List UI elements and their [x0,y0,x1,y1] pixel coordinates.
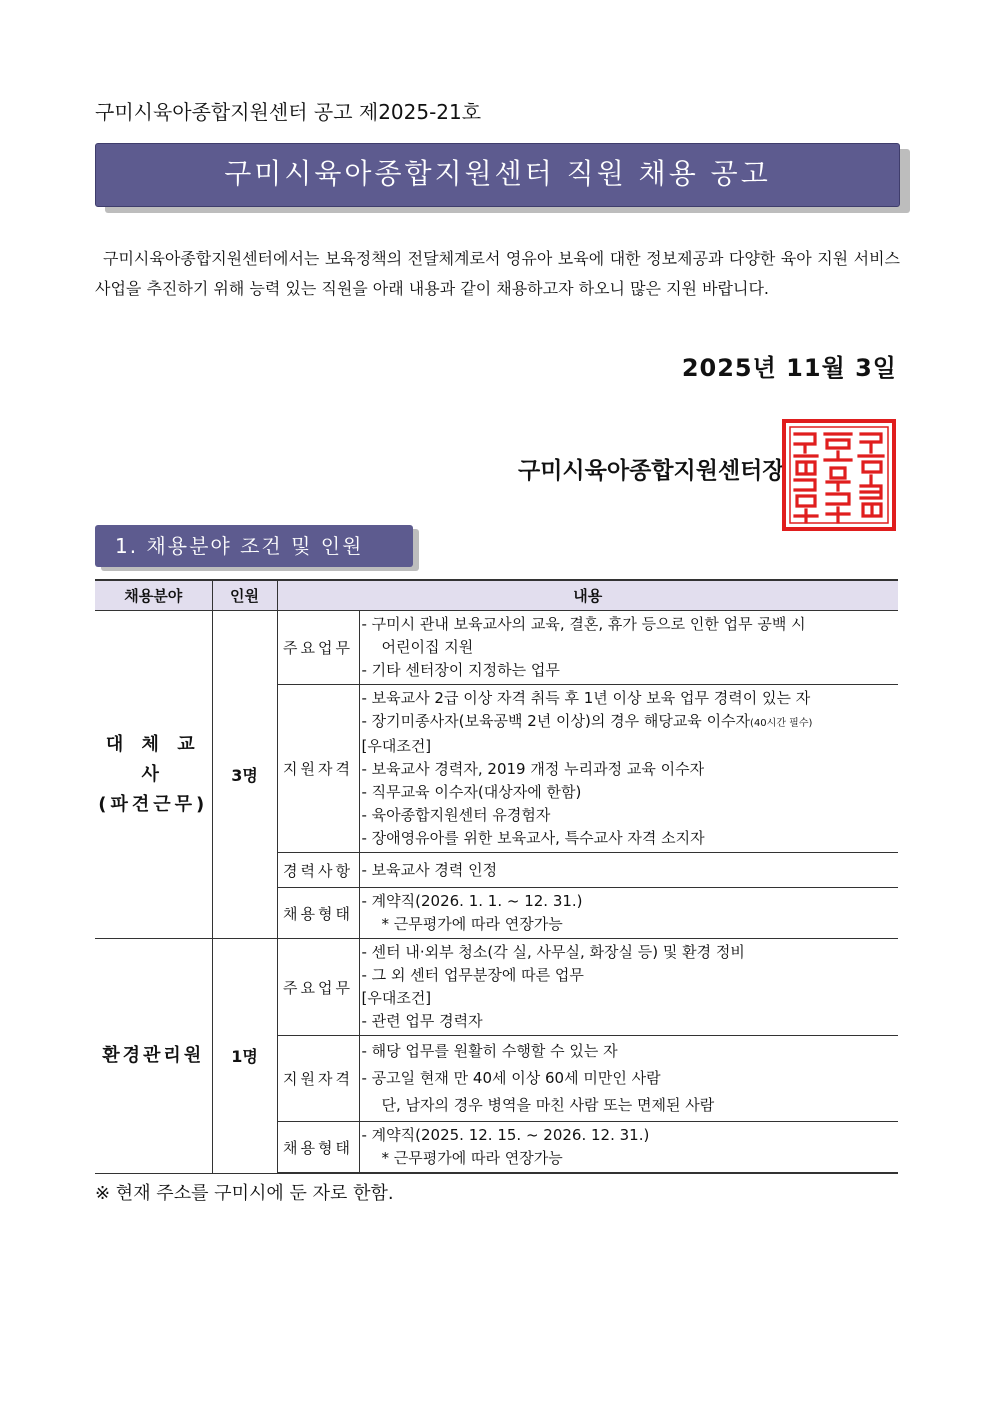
content-cell [359,1122,898,1174]
content-cell [359,1036,898,1122]
content-line: - 해당 업무를 원활히 수행할 수 있는 자 [361,1042,618,1060]
content-line: - 계약직(2025. 12. 15. ~ 2026. 12. 31.) [361,1126,650,1144]
column-header-count: 인원 [212,580,277,611]
category-cell: 경력사항 [277,853,359,888]
notice-number: 구미시육아종합지원센터 공고 제2025-21호 [95,100,482,124]
content-cell [359,685,898,853]
content-line: - 보육교사 경력 인정 [361,860,498,879]
field-cell [95,939,212,1174]
content-line: - 계약직(2026. 1. 1. ~ 12. 31.) [361,892,583,910]
category-cell: 채용형태 [277,1122,359,1174]
content-line: 단, 남자의 경우 병역을 마친 사람 또는 면제된 사람 [381,1096,715,1114]
official-seal [781,418,897,536]
count-cell: 3명 [212,611,277,939]
table-header-row [95,580,898,611]
content-cell [359,939,898,1036]
signer-name: 구미시육아종합지원센터장 [518,458,785,484]
content-line: - 기타 센터장이 지정하는 업무 [361,661,560,679]
content-note: (40시간 필수) [750,718,813,729]
table-row [95,939,898,1036]
field-name: 대 체 교 사 [105,733,201,785]
content-line: - 직무교육 이수자(대상자에 한함) [361,783,582,801]
category-cell: 주요업무 [277,939,359,1036]
content-line: - 장애영유아를 위한 보육교사, 특수교사 자격 소지자 [361,829,705,847]
content-line: * 근무평가에 따라 연장가능 [381,1149,563,1167]
content-line: - 보육교사 경력자, 2019 개정 누리과정 교육 이수자 [361,760,705,778]
content-line: - 보육교사 2급 이상 자격 취득 후 1년 이상 보육 업무 경력이 있는 자 [361,689,811,707]
content-line: [우대조건] [361,989,432,1007]
category-cell: 지원자격 [277,685,359,853]
content-cell [359,611,898,685]
recruitment-table [95,579,898,1174]
category-cell: 주요업무 [277,611,359,685]
column-header-content: 내용 [277,580,898,611]
seal-graphic [781,418,897,532]
content-line: * 근무평가에 따라 연장가능 [381,915,563,933]
footnote: ※ 현재 주소를 구미시에 둔 자로 한함. [95,1183,394,1204]
field-name: 환경관리원 [102,1044,205,1066]
section-heading: 1. 채용분야 조건 및 인원 [115,534,364,558]
content-line: - 그 외 센터 업무분장에 따른 업무 [361,966,584,984]
content-line: - 구미시 관내 보육교사의 교육, 결혼, 휴가 등으로 인한 업무 공백 시 [361,615,806,633]
category-cell: 채용형태 [277,888,359,939]
content-line: 어린이집 지원 [381,638,474,656]
content-line [362,710,895,735]
content-cell [359,888,898,939]
content-cell [359,853,898,888]
count-cell: 1명 [212,939,277,1174]
page-title: 구미시육아종합지원센터 직원 채용 공고 [224,157,771,190]
content-line: - 센터 내·외부 청소(각 실, 사무실, 화장실 등) 및 환경 정비 [361,943,745,961]
content-text: - 장기미종사자(보육공백 2년 이상)의 경우 해당교육 이수자 [361,712,751,730]
column-header-field: 채용분야 [95,580,212,611]
intro-paragraph: 구미시육아종합지원센터에서는 보육정책의 전달체계로서 영유아 보육에 대한 정보제공과 다양한 육아 지원 서비스 사업을 추진하기 위해 능력 있는 직원을 아래 내용과 같이 채용하고자 하오니 많은 지원 바랍니다. [95,249,900,298]
category-cell: 지원자격 [277,1036,359,1122]
content-line: - 공고일 현재 만 40세 이상 60세 미만인 사람 [361,1069,661,1087]
content-line: - 육아종합지원센터 유경험자 [361,806,551,824]
content-line: - 관련 업무 경력자 [361,1012,483,1030]
field-subname: (파견근무) [98,793,209,815]
field-cell [95,611,212,939]
table-row [95,611,898,685]
content-line: [우대조건] [361,737,432,755]
notice-date: 2025년 11월 3일 [681,354,897,382]
